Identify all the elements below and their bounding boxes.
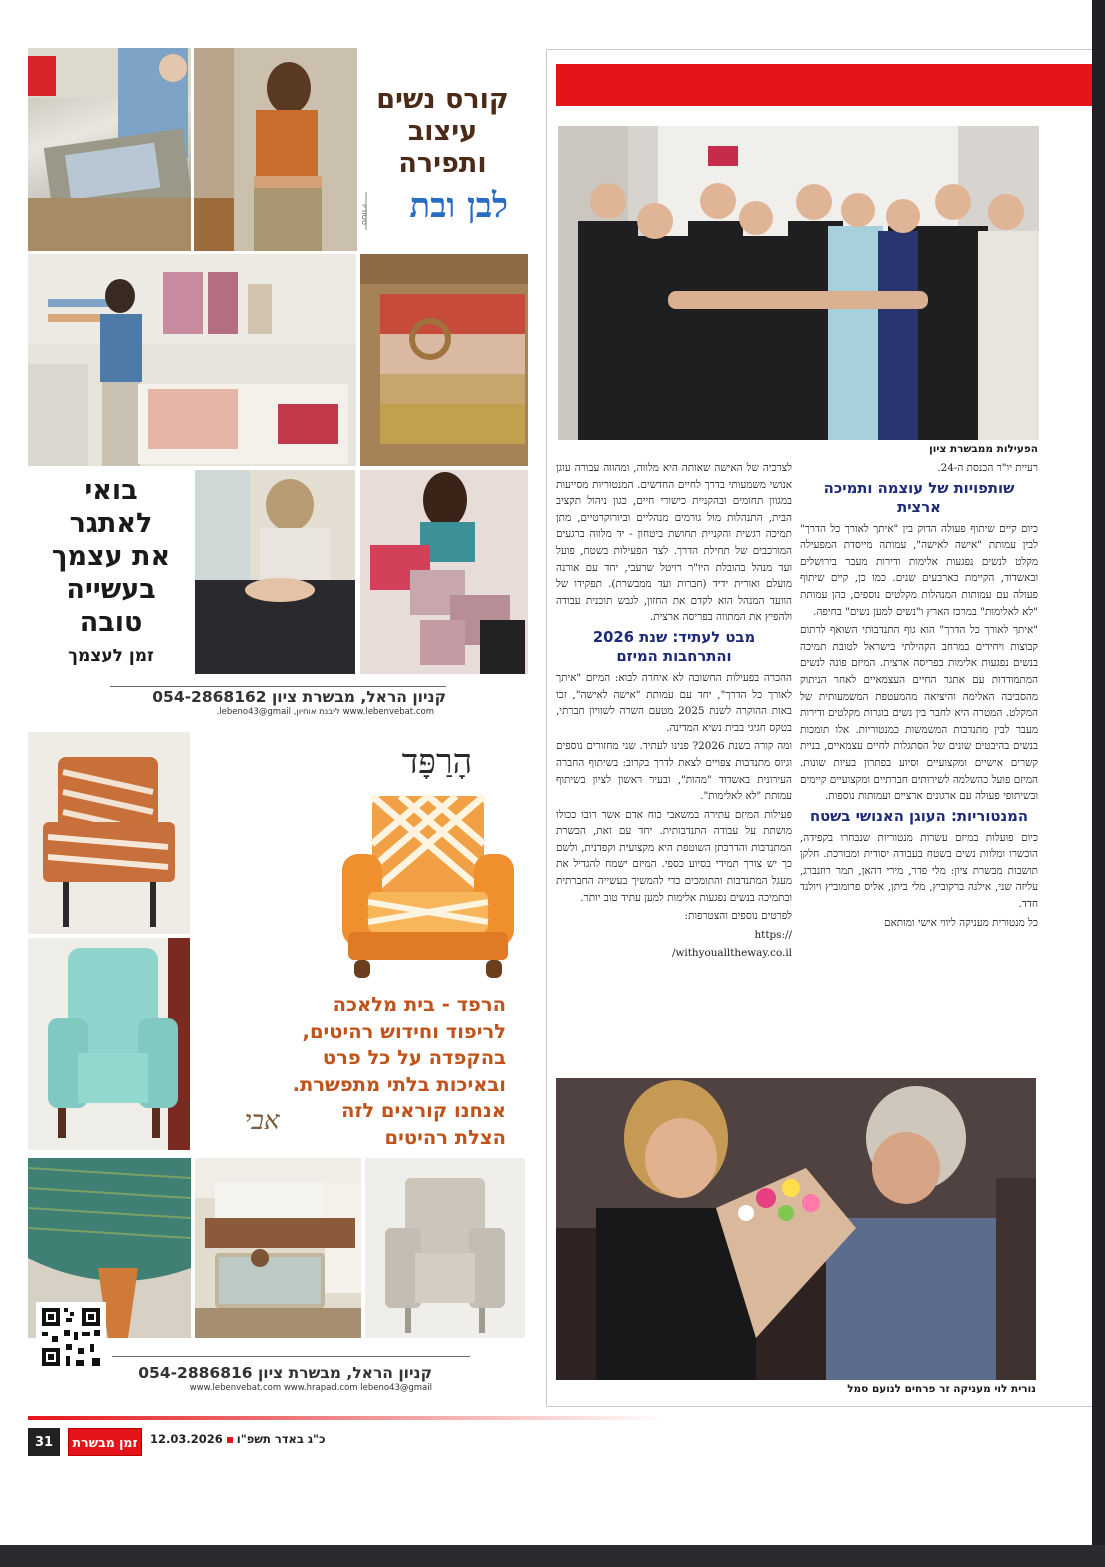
course-contact: קניון הראל, מבשרת ציון 054-2868162 xyxy=(152,688,446,706)
url-line-1[interactable]: https:// xyxy=(754,928,792,941)
photo-grey-armchair xyxy=(365,1158,525,1338)
heading-partnerships: שותפויות של עוצמה ותמיכה ארצית xyxy=(823,479,1015,516)
heading-future: מבט לעתיד: שנת 2026 והתרחבות המיזם xyxy=(592,628,756,665)
harpad-logo: הָרַפָּד xyxy=(401,742,473,782)
article-column-left: לצרכיה של האישה שאותה היא מלווה, ומהווה עבורה עוגן אנושי משמעותי בדרך לחיים החדשים. המנטוריות מסייעות במגוון תחומים ובהקניית כישורי חיים, כגון ניהול תקציב הבית, התנהלות מול גורמים מנהליים וביורוקרטיים, מתן תמיכה רגשית והקניית תחושת ביטחון - יד מלווה ברגעים המורכבים של תחילת הדרך. לצד הפעילות בשטח, פועל ועד מנהל בהובלת היו"ר רויטל שרעבי, יחד עם אורנה מועלם ואורית ידיד (חברות ועד ממבשרת). תפקידו של הוועד המנהל הוא לקדם את החזון, לגבש תוכנית עבודה ולהפיץ את המתווה בפריסה ארצית. מבט לעתיד: שנת 2026 והתרחבות המיזם ההכרה בפעילות החשובה לא איחרה לבוא: המיזם "איתך לאורך כל הדרך", יחד עם עמותת "אישה לאישה", זכו באות ההוקרה לשנת 2025 מטעם השרה לשוויון חברתי, בטקס חגיגי בבית נשיא המדינה. ומה קורה בשנת 2026? פנינו לעתיד. שני מחזורים נוספים וגיוס מתנדבות צפויים לצאת לדרך בקרוב: בשיתוף החברה העירונית באשדוד "מהות", ובעיר ראשון לציון בשיתוף עמותת "לא לאלימות". פעילות המיזם עתירה במשאבי כוח אדם אשר רובו ככולו מושתת על עבודה התנדבותית. יחד עם זאת, הכשרת המתנדבות והדרכתן השוטפת היא מקצועית וקפדנית, ולשם כך יש צורך תמידי בסיוע כספי. המיזם ישמח להגדיל את מעגל המתנדבות והתומכים כדי להמשיך בעשייה החברתית ובתמיכה בנשים נפגעות אלימות למען עתיד טוב יותר. לפרטים נוספים והצטרפות: https:// /withyoualltheway.co.il xyxy=(556,460,792,964)
heading-mentors: המנטוריות: העוגן האנושי בשטח xyxy=(809,807,1029,825)
photo-sewing-studio xyxy=(28,254,356,466)
photo-group-women xyxy=(558,126,1039,440)
photo-flower-bouquet xyxy=(556,1078,1036,1380)
qr-code[interactable] xyxy=(36,1302,106,1372)
photo-woman-pattern-pants xyxy=(194,48,357,251)
harpad-web: www.lebenvebat.com www.hrapad.com lebeno43@gmail xyxy=(189,1383,432,1393)
signature: אבי xyxy=(244,1106,280,1136)
issue-date: כ"ג באדר תשפ"ו12.03.2026 xyxy=(150,1432,326,1446)
course-slogan: בואי לאתגר את עצמך בעשייה טובה xyxy=(51,475,171,638)
ad2-divider xyxy=(112,1356,470,1357)
footer-rule xyxy=(28,1416,668,1420)
course-title: קורס נשים עיצוב ותפירה xyxy=(376,84,509,179)
course-subtitle: זמן לעצמך xyxy=(68,646,154,666)
ad1-divider xyxy=(110,686,446,687)
viewer-bottom-edge xyxy=(0,1545,1105,1567)
red-header-bar xyxy=(556,64,1092,106)
viewer-right-edge xyxy=(1092,0,1105,1545)
photo-sewing-cutting xyxy=(28,48,191,251)
photo-woman-sewing-cloth xyxy=(195,470,355,674)
orange-armchair-illustration xyxy=(338,792,518,982)
url-line-2[interactable]: /withyoualltheway.co.il xyxy=(672,947,792,960)
date-separator-icon xyxy=(227,1437,233,1443)
photo-caption-group: הפעילות ממבשרת ציון xyxy=(929,443,1038,455)
photo-caption-bouquet: נורית לוי מעניקה זר פרחים לנועם סמל xyxy=(847,1383,1036,1395)
lebenvebat-logo: לבן ובת סטודיו xyxy=(360,186,508,226)
harpad-description: הרפד - בית מלאכה לריפוד וחידוש רהיטים, בהקפדה על כל פרט ובאיכות בלתי מתפשרת. אנחנו קוראים לזה הצלת רהיטים xyxy=(292,993,506,1149)
course-web: www.lebenvebat.com ליבנת אוחיון, lebeno43@gmail. xyxy=(216,707,434,717)
photo-fabric-pouches xyxy=(360,470,528,674)
photo-striped-armchair xyxy=(28,732,190,934)
photo-turquoise-recliner xyxy=(28,938,190,1150)
photo-woven-bag xyxy=(360,254,528,466)
publication-logo: זמן מבשרת xyxy=(68,1428,142,1456)
article-column-right: רעיית יו"ר הכנסת ה-24. שותפויות של עוצמה ותמיכה ארצית כיום קיים שיתוף פעולה הדוק בין "איתך לאורך כל הדרך" לבין עמותת "אישה לאישה", עמותה מייסדת המפעילה מקלט לנשים נפגעות אלימות ודירות מעבר בירושלים ובאשדוד, הקיימת כארבעים שנים. כמו כן, קיים שיתוף פעולה עם עמותות המנהלות מקלטים נוספים, בהן עמותת "לא לאלימות" במרכז הארץ ו"נשים למען נשים" בחיפה. "איתך לאורך כל הדרך" הוא גוף התנדבותי השואף לרתום קבוצות ויחידים במרחב הקהילתי בישראל לטובת תמיכה בנשים נפגעות אלימות בפריסה ארצית. המיזם פונה לנשים המתמודדות עם אתגר החיים העצמאיים לאחר הניתוק מהסביבה האלימה והיציאה מהמעטפת המשמעותית של המקלט. המטרה היא לחבר בין נשים בוגרות מקלטים ודירות מעבר לבין מתנדבות המשמשות כמנטוריות. אלו תומכות בנשים בהיבטים שונים של הסתגלות לחיים עצמאיים, בניית קשרים אישיים ומקצועיים וסיוע בפתרון בעיות שונות. המיזם פועל כהשלמה לשירותים חברתיים ומקצועיים קיימים ובשיתופי פעולה עם ארגונים ארציים ועמותות נוספות. המנטוריות: העוגן האנושי בשטח כיום פועלות במיזם עשרות מנטוריות שנבחרו בקפידה, הוכשרו ומלוות נשים בשטח בעבודה יסודית ומבורכת. חלקן תושבות מבשרת ציון: מלי פדר, מירי דהאן, תמר רוזנברג, עליזה שני, אילנה ברקוביץ, מלי ביתן, אליס פרומוביץ ויולנד חדד. כל מנטורית מעניקה ליווי אישי ומותאם xyxy=(800,462,1038,929)
photo-outdoor-sofa xyxy=(195,1158,361,1338)
page-number: 31 xyxy=(28,1428,60,1456)
harpad-contact: קניון הראל, מבשרת ציון 054-2886816 xyxy=(138,1364,432,1382)
